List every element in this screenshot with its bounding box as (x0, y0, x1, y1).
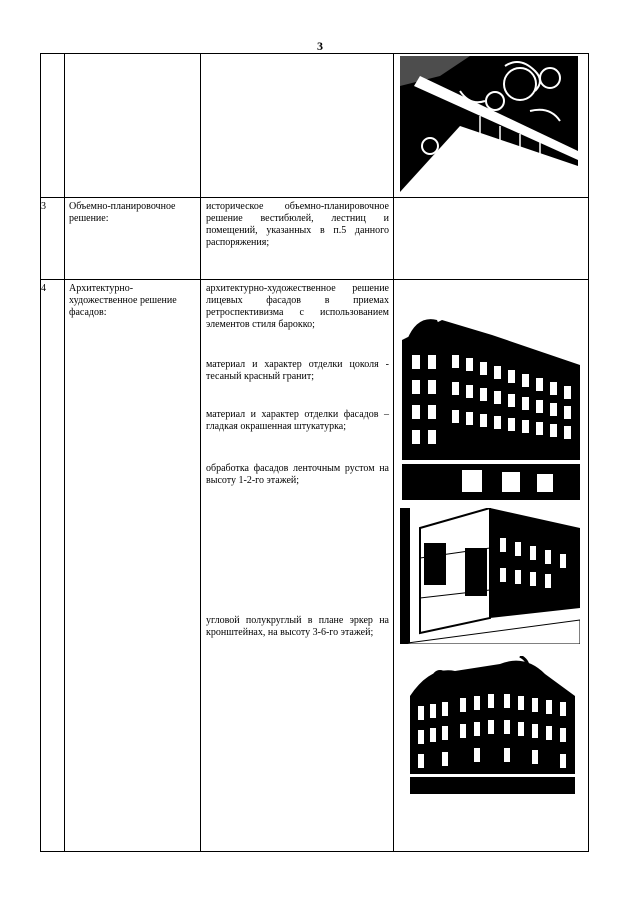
row-image-cell (394, 54, 589, 198)
row-number-cell: 3 (41, 198, 65, 280)
description-paragraph: угловой полукруглый в плане эркер на кронштейнах, на высоту 3-6-го этажей; (206, 615, 389, 638)
description-paragraph: историческое объемно-планировочное решение вестибюлей, лестниц и помещений, указанных в п.5 данного распоряжения; (206, 201, 389, 248)
page-number: 3 (317, 39, 323, 53)
corner-oriel-photo (400, 656, 580, 794)
row-image-cell (394, 280, 589, 852)
row-name-cell: Архитектурно-художественное решение фасадов: (65, 280, 201, 852)
row-number-cell (41, 54, 65, 198)
row-number-cell: 4 (41, 280, 65, 852)
description-paragraph: материал и характер отделки фасадов – гладкая окрашенная штукатурка; (206, 409, 389, 432)
staircase-railing-photo (400, 56, 578, 192)
row-description-cell (201, 198, 394, 280)
table-row (41, 280, 589, 852)
table-row (41, 198, 589, 280)
rusticated-facade-photo (400, 508, 580, 644)
description-paragraph: архитектурно-художественное решение лицевых фасадов в приемах ретроспективизма с использованием элементов стиля барокко; (206, 283, 389, 330)
table-row (41, 54, 589, 198)
row-name-cell: Объемно-планировочное решение: (65, 198, 201, 280)
row-description-cell (201, 54, 394, 198)
description-paragraph: обработка фасадов ленточным рустом на высоту 1-2-го этажей; (206, 463, 389, 486)
building-facade-photo (402, 310, 580, 500)
row-image-cell (394, 198, 589, 280)
row-description-cell (201, 280, 394, 852)
description-paragraph: материал и характер отделки цоколя - тесаный красный гранит; (206, 359, 389, 382)
row-name-cell (65, 54, 201, 198)
document-table (40, 53, 589, 852)
